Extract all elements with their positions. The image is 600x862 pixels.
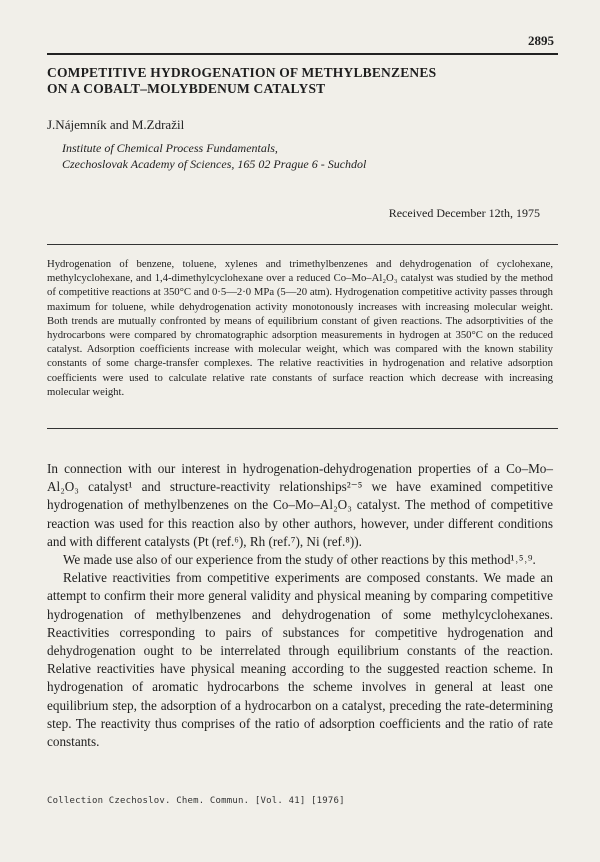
abstract-rule-bottom [47, 428, 558, 429]
affiliation [62, 140, 366, 172]
footer-citation: Collection Czechoslov. Chem. Commun. [Vol. 41] [1976] [47, 796, 345, 806]
abstract: Hydrogenation of benzene, toluene, xylenes and trimethylbenzenes and dehydrogenation of cyclohexane, methylcyclohexane, and 1,4-dimethylcyclohexane over a reduced Co–Mo–Al₂O₃ catalyst was studied by the method of competitive reactions at 350°C and 0·5—2·0 MPa (5—20 atm). Hydrogenation competitive activity passes through maximum for toluene, while dehydrogenation activity monotonously increases with increasing molecular weight. Both trends are mutually confronted by means of equilibrium constant of given reactions. The adsorptivities of the hydrocarbons were compared by chromatographic adsorption measurements in hydrogen at 350°C on the reduced catalyst. Adsorption coefficients increase with molecular weight, which was compared with the known stability constants of some charge-transfer complexes. The relative reactivities in hydrogenation and relative adsorption coefficients were used to calculate relative rate constants of surface reaction which decrease with increasing molecular weight. [47, 258, 553, 398]
title-line-2: ON A COBALT–MOLYBDENUM CATALYST [47, 81, 326, 96]
body-paragraph-1: In connection with our interest in hydrogenation-dehydrogenation properties of a Co–Mo–Al₂O₃ catalyst¹ and structure-reactivity relationships²⁻⁵ we have examined competitive hydrogenation of methylbenzenes on the Co–Mo–Al₂O₃ catalyst. The method of competitive reaction was used for this reaction also by other authors, however, under different conditions and with different catalysts (Pt (ref.⁶), Rh (ref.⁷), Ni (ref.⁸)). [47, 461, 553, 549]
affiliation-line-1: Institute of Chemical Process Fundamentals, [62, 141, 278, 155]
received-date: Received December 12th, 1975 [388, 206, 540, 220]
page-number: 2895 [528, 33, 554, 48]
body-paragraph-3: Relative reactivities from competitive experiments are composed constants. We made an attempt to confirm their more general validity and physical meaning by comparing competitive hydrogenation of methylbenzenes and dehydrogenation of some methylcyclohexanes. Reactivities corresponding to pairs of substances for competitive hydrogenation and dehydrogenation ought to be interrelated through equilibrium constants of the reaction. Relative reactivities have physical meaning according to the suggested reaction scheme. In hydrogenation of aromatic hydrocarbons the scheme involves in general at least one equilibrium step, the adsorption of a hydrocarbon on a catalyst, preceding the rate-determining step. The reactivity thus comprises of the ratio of adsorption coefficients and the ratio of rate constants. [47, 570, 553, 750]
authors: J.Nájemník and M.Zdražil [47, 117, 185, 132]
article-title [47, 65, 547, 97]
abstract-rule-top [47, 244, 558, 245]
body-paragraph-2: We made use also of our experience from the study of other reactions by this method¹˒⁵˒⁹. [63, 552, 536, 568]
title-line-1: COMPETITIVE HYDROGENATION OF METHYLBENZENES [47, 65, 437, 80]
affiliation-line-2: Czechoslovak Academy of Sciences, 165 02 Prague 6 - Suchdol [62, 157, 367, 171]
header-rule [47, 53, 558, 55]
article-body [47, 460, 553, 751]
